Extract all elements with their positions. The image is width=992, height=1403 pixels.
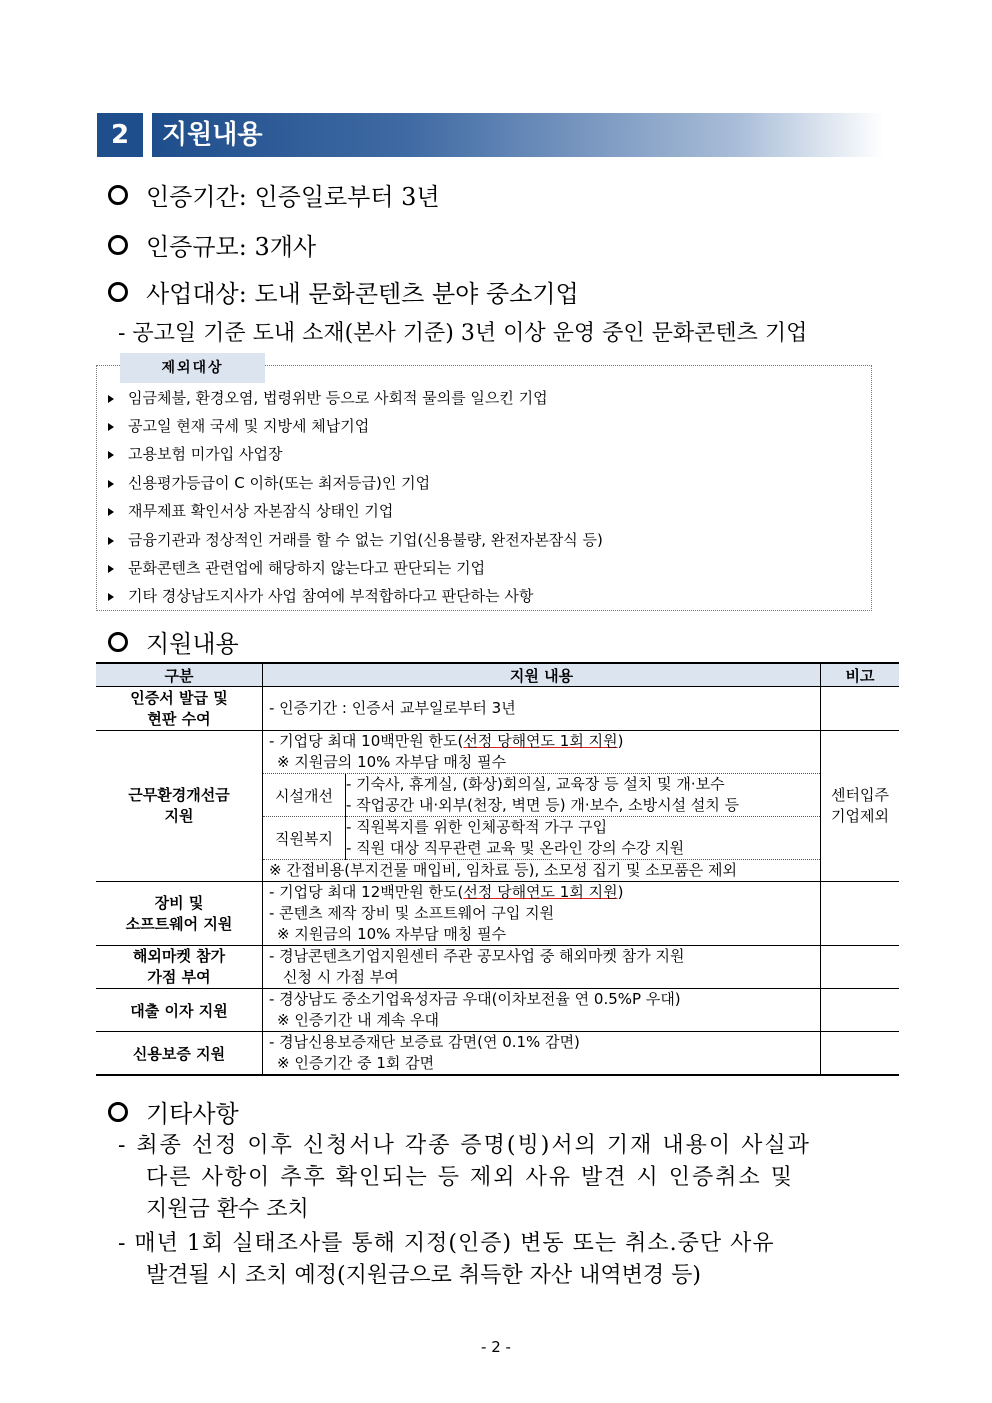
row-content: - 경상남도 중소기업육성자금 우대(이차보전율 연 0.5%P 우대) ※ 인증기간 내 계속 우대 — [263, 989, 821, 1032]
row-content: - 인증기간 : 인증서 교부일로부터 3년 — [263, 687, 821, 731]
table-row — [96, 946, 899, 989]
etc-heading — [108, 1094, 239, 1129]
row-category: 해외마켓 참가 가점 부여 — [96, 946, 263, 989]
exclusion-item: 금융기관과 정상적인 거래를 할 수 없는 기업(신용불량, 완전자본잠식 등) — [108, 526, 603, 554]
row-category: 대출 이자 지원 — [96, 989, 263, 1032]
bullet-text: 인증규모: 3개사 — [146, 233, 317, 261]
bullet-cert-period — [108, 177, 440, 212]
table-row — [96, 731, 899, 882]
etc-paragraph-1-line-2: 다른 사항이 추후 확인되는 등 제외 사유 발견 시 인증취소 및 — [146, 1165, 794, 1190]
row-note — [821, 946, 900, 989]
exclusion-item: 신용평가등급이 C 이하(또는 최저등급)인 기업 — [108, 469, 430, 497]
welfare-items: - 직원복지를 위한 인체공학적 가구 구입 - 직원 대상 직무관련 교육 및 온라인 강의 수강 지원 — [346, 817, 821, 860]
row-category: 인증서 발급 및 현판 수여 — [96, 687, 263, 731]
exclusion-item: 임금체불, 환경오염, 법령위반 등으로 사회적 물의를 일으킨 기업 — [108, 384, 548, 412]
row-note — [821, 1032, 900, 1076]
row-note — [821, 687, 900, 731]
etc-paragraph-2-line-1: - 매년 1회 실태조사를 통해 지정(인증) 변동 또는 취소.중단 사유 — [118, 1231, 775, 1256]
exclusion-item: 기타 경상남도지사가 사업 참여에 부적합하다고 판단하는 사항 — [108, 582, 533, 610]
row-content: - 경남신용보증재단 보증료 감면(연 0.1% 감면) ※ 인증기간 중 1회 감면 — [263, 1032, 821, 1076]
triangle-bullet-icon — [108, 565, 114, 573]
etc-paragraph-1-line-3: 지원금 환수 조치 — [146, 1197, 309, 1222]
row-content: - 기업당 최대 10백만원 한도(선정 당해연도 1회 지원) ※ 지원금의 10% 자부담 매칭 필수 시설개선 - 기숙사, 휴게실, (화상)회의실, 교육장 등 설치 및 개·보수 - 작업공간 내·외부(천장, 벽면 등) 개·보수, 소방시설 설치 등 직원복지 - 직원복지를 위한 인체공학적 가구 구입 - 직원 대상 직무관련 교육 및 온라인 강의 수강 지원 ※ 간접비용(부지건물 매입비, 임차료 등), 소모성 집기 및 소모품은 제외 — [263, 731, 821, 882]
target-detail: - 공고일 기준 도내 소재(본사 기준) 3년 이상 운영 중인 문화콘텐츠 기업 — [118, 321, 808, 346]
facility-label: 시설개선 — [263, 774, 346, 817]
circle-bullet-icon — [108, 1102, 128, 1122]
support-heading-text: 지원내용 — [146, 630, 239, 658]
bullet-text: 인증기간: 인증일로부터 3년 — [146, 183, 440, 211]
bullet-text: 사업대상: 도내 문화콘텐츠 분야 중소기업 — [146, 280, 579, 308]
exclusion-item: 재무제표 확인서상 자본잠식 상태인 기업 — [108, 497, 393, 525]
row-content: - 경남콘텐츠기업지원센터 주관 공모사업 중 해외마켓 참가 지원 신청 시 가점 부여 — [263, 946, 821, 989]
table-header-row — [96, 663, 899, 687]
etc-paragraph-1-line-1: - 최종 선정 이후 신청서나 각종 증명(빙)서의 기재 내용이 사실과 — [118, 1133, 811, 1158]
bullet-target — [108, 274, 579, 309]
exclusion-item: 고용보험 미가입 사업장 — [108, 440, 282, 468]
row-note: 센터입주 기업제외 — [821, 731, 900, 882]
facility-subtable — [263, 774, 820, 860]
table-row — [96, 882, 899, 946]
exclusion-item: 공고일 현재 국세 및 지방세 체납기업 — [108, 412, 369, 440]
triangle-bullet-icon — [108, 480, 114, 488]
header-content: 지원 내용 — [263, 663, 821, 687]
etc-heading-text: 기타사항 — [146, 1100, 239, 1128]
circle-bullet-icon — [108, 282, 128, 302]
table-row — [96, 687, 899, 731]
triangle-bullet-icon — [108, 593, 114, 601]
exclusion-label: 제외대상 — [120, 353, 265, 383]
table-row — [96, 989, 899, 1032]
row-note — [821, 989, 900, 1032]
circle-bullet-icon — [108, 632, 128, 652]
table-row — [96, 1032, 899, 1076]
etc-paragraph-2-line-2: 발견될 시 조치 예정(지원금으로 취득한 자산 내역변경 등) — [146, 1263, 701, 1288]
triangle-bullet-icon — [108, 395, 114, 403]
section-title: 지원내용 — [162, 120, 263, 150]
welfare-label: 직원복지 — [263, 817, 346, 860]
triangle-bullet-icon — [108, 451, 114, 459]
page-number: - 2 - — [481, 1338, 511, 1356]
exclusion-item: 문화콘텐츠 관련업에 해당하지 않는다고 판단되는 기업 — [108, 554, 485, 582]
support-table — [96, 662, 899, 1076]
support-heading — [108, 624, 239, 659]
facility-items: - 기숙사, 휴게실, (화상)회의실, 교육장 등 설치 및 개·보수 - 작업공간 내·외부(천장, 벽면 등) 개·보수, 소방시설 설치 등 — [346, 774, 821, 817]
row-category: 신용보증 지원 — [96, 1032, 263, 1076]
circle-bullet-icon — [108, 235, 128, 255]
triangle-bullet-icon — [108, 508, 114, 516]
row-category: 장비 및 소프트웨어 지원 — [96, 882, 263, 946]
header-category: 구분 — [96, 663, 263, 687]
circle-bullet-icon — [108, 185, 128, 205]
row-category: 근무환경개선금 지원 — [96, 731, 263, 882]
row-note — [821, 882, 900, 946]
header-note: 비고 — [821, 663, 900, 687]
triangle-bullet-icon — [108, 423, 114, 431]
section-number: 2 — [97, 113, 143, 157]
triangle-bullet-icon — [108, 537, 114, 545]
bullet-cert-scale — [108, 227, 316, 262]
row-content: - 기업당 최대 12백만원 한도(선정 당해연도 1회 지원) - 콘텐츠 제작 장비 및 소프트웨어 구입 지원 ※ 지원금의 10% 자부담 매칭 필수 — [263, 882, 821, 946]
